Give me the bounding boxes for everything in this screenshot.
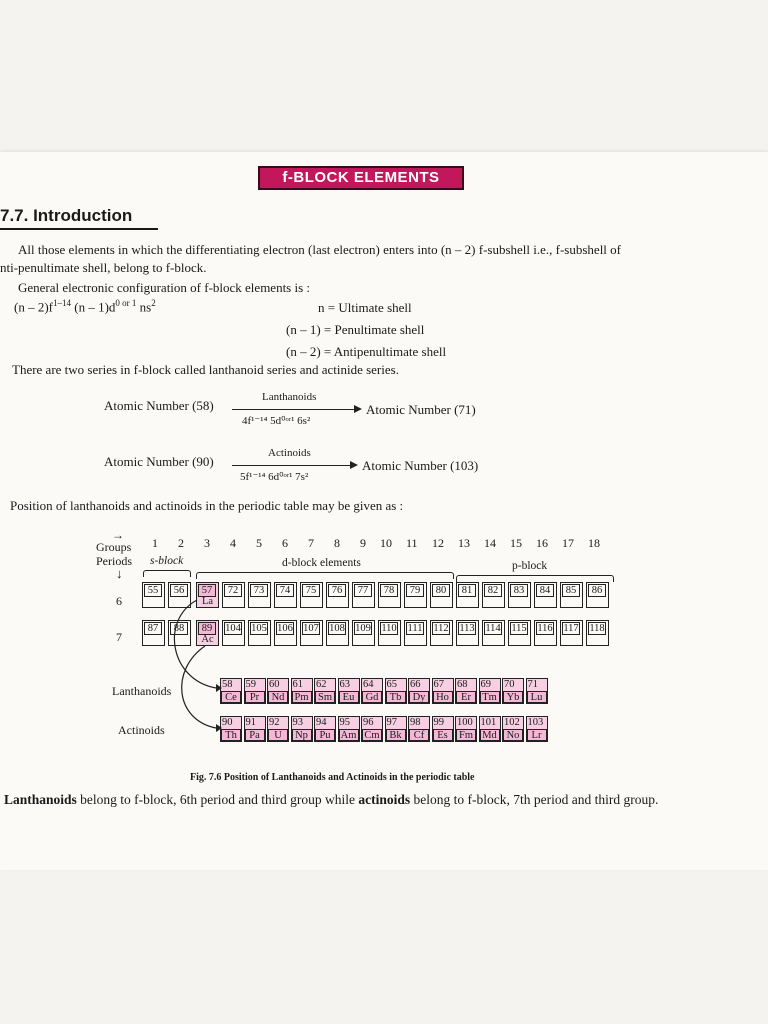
s-block-label: s-block: [150, 555, 184, 567]
atomic-number: 117: [563, 623, 579, 634]
element-symbol: Bk: [386, 729, 406, 741]
element-symbol: Ho: [433, 691, 453, 703]
group-number: 2: [178, 536, 184, 550]
element-symbol: Lu: [527, 691, 547, 703]
element-cell: [222, 620, 245, 646]
atomic-number: 112: [433, 623, 449, 634]
f-element-cell: [267, 716, 289, 742]
element-symbol: Pr: [245, 691, 265, 703]
atomic-number: 56: [170, 584, 188, 597]
element-symbol: Pm: [292, 691, 312, 703]
element-symbol: Gd: [362, 691, 382, 703]
atomic-number: 63: [339, 679, 350, 690]
atomic-number: 89: [198, 622, 216, 635]
p-block-label: p-block: [512, 560, 548, 572]
group-number: 15: [510, 536, 522, 550]
element-symbol: Cf: [409, 729, 429, 741]
atomic-number: 78: [380, 584, 398, 597]
s-block-bracket: [143, 570, 191, 577]
groups-label: Groups: [96, 540, 132, 554]
group-number: 9: [360, 536, 366, 550]
atomic-number: 87: [144, 622, 162, 635]
element-cell: [586, 582, 609, 608]
atomic-number: 59: [245, 679, 256, 690]
element-cell: [142, 620, 165, 646]
config-formula-a: (n – 2)f: [14, 299, 53, 315]
intro-line-1: All those elements in which the differentiating electron (last electron) enters into (n – 2) f-subshell i.e., f-subshell of: [18, 242, 622, 257]
position-line: Position of lanthanoids and actinoids in the periodic table may be given as :: [10, 498, 404, 513]
conclusion-text-2: belong to f-block, 7th period and third group.: [410, 792, 659, 807]
f-element-cell: [291, 678, 313, 704]
atomic-number: 66: [410, 679, 421, 690]
f-element-cell: [502, 678, 524, 704]
legend-n1: (n – 1) = Penultimate shell: [286, 322, 425, 337]
atomic-number: 106: [277, 623, 293, 634]
atomic-number: 67: [433, 679, 444, 690]
atomic-number: 84: [536, 584, 554, 597]
f-element-cell: [432, 678, 454, 704]
element-symbol: Tb: [386, 691, 406, 703]
config-formula-b-sup: 0 or 1: [115, 298, 137, 308]
atomic-number: 116: [537, 623, 553, 634]
element-symbol: Np: [292, 729, 312, 741]
atomic-number: 115: [511, 623, 527, 634]
lan-left: Atomic Number (58): [104, 398, 214, 413]
f-element-cell: [244, 716, 266, 742]
f-element-cell: [479, 678, 501, 704]
d-block-label: d-block elements: [282, 557, 361, 569]
atomic-number: 100: [457, 717, 473, 728]
element-cell: [142, 582, 165, 608]
element-symbol: Cm: [362, 729, 382, 741]
group-number: 11: [406, 536, 418, 550]
atomic-number: 55: [144, 584, 162, 597]
element-cell: [326, 620, 349, 646]
act-right: Atomic Number (103): [362, 458, 479, 473]
atomic-number: 108: [329, 623, 345, 634]
act-arrow-head: [350, 461, 358, 469]
atomic-number: 94: [316, 717, 327, 728]
f-element-cell: [479, 716, 501, 742]
element-cell: [508, 620, 531, 646]
element-cell: [196, 620, 219, 646]
element-symbol: U: [268, 729, 288, 741]
periods-label: Periods: [96, 554, 132, 568]
element-cell: [222, 582, 245, 608]
group-number: 4: [230, 536, 236, 550]
f-element-cell: [220, 716, 242, 742]
element-symbol: Er: [456, 691, 476, 703]
lan-arrow-line: [232, 409, 356, 410]
atomic-number: 58: [222, 679, 233, 690]
element-symbol: La: [201, 596, 214, 607]
f-element-cell: [526, 678, 548, 704]
config-formula-b: (n – 1)d: [71, 299, 116, 315]
act-left: Atomic Number (90): [104, 454, 214, 469]
element-cell: [560, 582, 583, 608]
lan-arrow-head: [354, 405, 362, 413]
element-cell: [378, 620, 401, 646]
element-cell: [274, 620, 297, 646]
group-number: 16: [536, 536, 548, 550]
act-bottom: 5f¹⁻¹⁴ 6d⁰ᵒʳ¹ 7s²: [240, 471, 309, 483]
element-symbol: Tm: [480, 691, 500, 703]
atomic-number: 102: [504, 717, 520, 728]
element-cell: [430, 582, 453, 608]
element-cell: [456, 582, 479, 608]
atomic-number: 114: [485, 623, 501, 634]
atomic-number: 69: [480, 679, 491, 690]
element-symbol: No: [503, 729, 523, 741]
element-symbol: Sm: [315, 691, 335, 703]
atomic-number: 83: [510, 584, 528, 597]
conclusion-bold-2: actinoids: [358, 792, 411, 807]
atomic-number: 90: [222, 717, 233, 728]
group-number: 5: [256, 536, 262, 550]
conclusion-text-1: belong to f-block, 6th period and third group while: [76, 792, 359, 807]
config-formula-c: ns: [136, 299, 152, 315]
lan-top: Lanthanoids: [262, 391, 317, 403]
element-cell: [404, 582, 427, 608]
element-cell: [352, 620, 375, 646]
group-number: 3: [204, 536, 210, 550]
f-element-cell: [314, 678, 336, 704]
atomic-number: 105: [251, 623, 267, 634]
group-number: 17: [562, 536, 574, 550]
group-number: 8: [334, 536, 340, 550]
atomic-number: 82: [484, 584, 502, 597]
conclusion-line: [4, 792, 658, 808]
element-symbol: Ce: [221, 691, 241, 703]
element-symbol: Dy: [409, 691, 429, 703]
atomic-number: 80: [432, 584, 450, 597]
legend-n2: (n – 2) = Antipenultimate shell: [286, 344, 447, 359]
f-element-cell: [361, 678, 383, 704]
element-cell: [352, 582, 375, 608]
atomic-number: 103: [527, 717, 544, 728]
element-cell: [534, 620, 557, 646]
element-symbol: Md: [480, 729, 500, 741]
element-cell: [456, 620, 479, 646]
atomic-number: 70: [504, 679, 515, 690]
atomic-number: 113: [459, 623, 475, 634]
atomic-number: 101: [480, 717, 497, 728]
element-symbol: Lr: [527, 729, 547, 741]
atomic-number: 95: [339, 717, 350, 728]
atomic-number: 88: [170, 622, 188, 635]
f-element-cell: [338, 678, 360, 704]
f-element-cell: [385, 716, 407, 742]
atomic-number: 62: [316, 679, 327, 690]
atomic-number: 86: [588, 584, 606, 597]
element-cell: [404, 620, 427, 646]
element-cell: [248, 620, 271, 646]
atomic-number: 72: [224, 584, 242, 597]
element-symbol: Es: [433, 729, 453, 741]
f-element-cell: [220, 678, 242, 704]
atomic-number: 60: [269, 679, 280, 690]
element-symbol: Pu: [315, 729, 335, 741]
f-element-cell: [314, 716, 336, 742]
group-number: 1: [152, 536, 158, 550]
element-cell: [300, 582, 323, 608]
element-symbol: Nd: [268, 691, 288, 703]
element-cell: [430, 620, 453, 646]
atomic-number: 79: [406, 584, 424, 597]
atomic-number: 110: [381, 623, 397, 634]
config-formula-a-sup: 1–14: [53, 298, 71, 308]
atomic-number: 75: [302, 584, 320, 597]
atomic-number: 71: [527, 679, 538, 690]
f-element-cell: [291, 716, 313, 742]
atomic-number: 74: [276, 584, 294, 597]
f-element-cell: [408, 716, 430, 742]
group-number: 10: [380, 536, 392, 550]
atomic-number: 118: [589, 623, 605, 634]
d-block-bracket: [196, 572, 454, 579]
element-cell: [168, 582, 191, 608]
atomic-number: 107: [303, 623, 319, 634]
element-cell: [300, 620, 323, 646]
period-7-label: 7: [116, 630, 122, 644]
element-cell: [196, 582, 219, 608]
element-symbol: Am: [339, 729, 359, 741]
atomic-number: 81: [458, 584, 476, 597]
element-cell: [508, 582, 531, 608]
lan-bottom: 4f¹⁻¹⁴ 5d⁰ᵒʳ¹ 6s²: [242, 415, 311, 427]
atomic-number: 99: [433, 717, 444, 728]
group-number: 12: [432, 536, 444, 550]
f-element-cell: [408, 678, 430, 704]
atomic-number: 91: [245, 717, 256, 728]
group-number: 14: [484, 536, 496, 550]
element-cell: [586, 620, 609, 646]
lan-right: Atomic Number (71): [366, 402, 476, 417]
atomic-number: 97: [386, 717, 397, 728]
element-cell: [560, 620, 583, 646]
element-cell: [274, 582, 297, 608]
element-cell: [326, 582, 349, 608]
groups-arrow: →: [112, 528, 124, 542]
f-element-cell: [502, 716, 524, 742]
atomic-number: 65: [386, 679, 397, 690]
atomic-number: 92: [269, 717, 280, 728]
intro-line-2: nti-penultimate shell, belong to f-block.: [0, 260, 207, 275]
f-element-cell: [385, 678, 407, 704]
conclusion-bold-1: Lanthanoids: [4, 792, 77, 807]
group-number: 13: [458, 536, 470, 550]
element-cell: [378, 582, 401, 608]
atomic-number: 57: [198, 584, 216, 597]
section-banner: f-BLOCK ELEMENTS: [258, 166, 464, 190]
actinoids-label: Actinoids: [118, 723, 165, 737]
f-element-cell: [267, 678, 289, 704]
element-symbol: Yb: [503, 691, 523, 703]
element-cell: [482, 620, 505, 646]
act-arrow-line: [232, 465, 352, 466]
periods-arrow: ↓: [116, 566, 123, 581]
element-cell: [534, 582, 557, 608]
atomic-number: 93: [292, 717, 303, 728]
element-symbol: Pa: [245, 729, 265, 741]
atomic-number: 111: [407, 623, 423, 634]
group-number: 7: [308, 536, 314, 550]
element-cell: [168, 620, 191, 646]
group-number: 18: [588, 536, 600, 550]
atomic-number: 64: [363, 679, 374, 690]
section-heading: 7.7. Introduction: [0, 206, 133, 225]
f-element-cell: [361, 716, 383, 742]
atomic-number: 98: [410, 717, 421, 728]
figure-caption: Fig. 7.6 Position of Lanthanoids and Actinoids in the periodic table: [190, 772, 475, 783]
legend-n: n = Ultimate shell: [318, 300, 412, 315]
f-element-cell: [455, 678, 477, 704]
atomic-number: 96: [363, 717, 374, 728]
element-symbol: Ac: [201, 634, 214, 645]
group-number: 6: [282, 536, 288, 550]
config-formula-c-sup: 2: [151, 298, 156, 308]
element-cell: [482, 582, 505, 608]
f-element-cell: [526, 716, 548, 742]
element-symbol: Fm: [456, 729, 476, 741]
element-symbol: Eu: [339, 691, 359, 703]
f-element-cell: [244, 678, 266, 704]
config-formula: [14, 298, 156, 315]
element-symbol: Th: [221, 729, 241, 741]
period-6-label: 6: [116, 594, 122, 608]
atomic-number: 73: [250, 584, 268, 597]
atomic-number: 61: [292, 679, 303, 690]
f-element-cell: [455, 716, 477, 742]
p-block-bracket: [456, 575, 614, 582]
f-element-cell: [432, 716, 454, 742]
heading-underline: [0, 228, 158, 230]
series-line: There are two series in f-block called lanthanoid series and actinide series.: [12, 362, 399, 377]
config-title: General electronic configuration of f-block elements is :: [18, 280, 311, 295]
act-top: Actinoids: [268, 447, 311, 459]
atomic-number: 104: [225, 623, 241, 634]
atomic-number: 76: [328, 584, 346, 597]
element-cell: [248, 582, 271, 608]
atomic-number: 77: [354, 584, 372, 597]
atomic-number: 85: [562, 584, 580, 597]
atomic-number: 109: [355, 623, 371, 634]
atomic-number: 68: [457, 679, 468, 690]
f-element-cell: [338, 716, 360, 742]
lanthanoids-label: Lanthanoids: [112, 684, 172, 698]
